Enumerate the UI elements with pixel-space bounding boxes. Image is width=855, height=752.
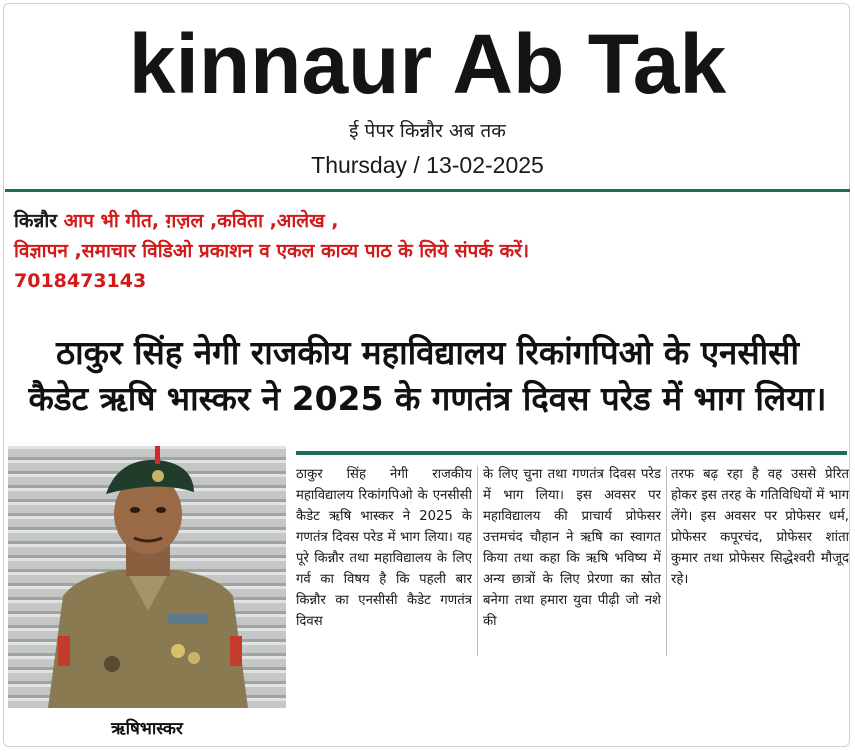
- issue-date: Thursday / 13-02-2025: [311, 152, 544, 178]
- contact-phone: 7018473143: [14, 270, 147, 292]
- column-separator: [666, 466, 667, 656]
- article-column-3: तरफ बढ़ रहा है वह उससे प्रेरित होकर इस तरह के गतिविधियों में भाग लेंगे। इस अवसर पर प्रोफेसर धर्म, प्रोफेसर कपूरचंद, प्रोफेसर शांता कुमार तथा प्रोफेसर सिद्धेश्वरी मौजूद रहे।: [671, 467, 849, 587]
- notice-lead: किन्नौर: [14, 210, 58, 232]
- headline-line1: ठाकुर सिंह नेगी राजकीय महाविद्यालय रिकांगपिओ के एनसीसी: [55, 333, 800, 372]
- article-column-2: के लिए चुना तथा गणतंत्र दिवस परेड में भाग लिया। इस अवसर पर महाविद्यालय की प्राचार्य प्रोफेसर उत्तमचंद चौहान ने ऋषि का स्वागत किया तथा कहा कि ऋषि भविष्य में अन्य छात्रों के लिए प्रेरणा का स्रोत बनेगा तथा हमारा युवा पीढ़ी जो नशे की: [483, 467, 661, 629]
- cadet-photo: [8, 446, 286, 708]
- photo-caption: ऋषिभास्कर: [111, 719, 183, 739]
- headline-line2: कैडेट ऋषि भास्कर ने 2025 के गणतंत्र दिवस परेड में भाग लिया।: [28, 379, 827, 418]
- article-column-1: ठाकुर सिंह नेगी राजकीय महाविद्यालय रिकांगपिओ के एनसीसी कैडेट ऋषि भास्कर ने 2025 के गणतंत्र दिवस परेड में भाग लिया। यह पूरे किन्नौर तथा महाविद्यालय के लिए गर्व का विषय है कि पहली बार किन्नौर का एनसीसी कैडेट गणतंत्र दिवस: [296, 467, 472, 629]
- notice-line2: विज्ञापन ,समाचार विडिओ प्रकाशन व एकल काव्य पाठ के लिये संपर्क करें।: [14, 240, 530, 262]
- article-divider: [296, 451, 847, 455]
- top-divider: [5, 189, 850, 192]
- article-headline: [4, 330, 851, 422]
- cadet-photo-illustration: [8, 446, 286, 708]
- masthead-subtitle: ई पेपर किन्नौर अब तक: [349, 120, 506, 142]
- column-separator: [477, 466, 478, 656]
- masthead-title: kinnaur Ab Tak: [128, 17, 727, 111]
- contact-notice: [14, 206, 844, 296]
- notice-line1: आप भी गीत, ग़ज़ल ,कविता ,आलेख ,: [57, 210, 339, 232]
